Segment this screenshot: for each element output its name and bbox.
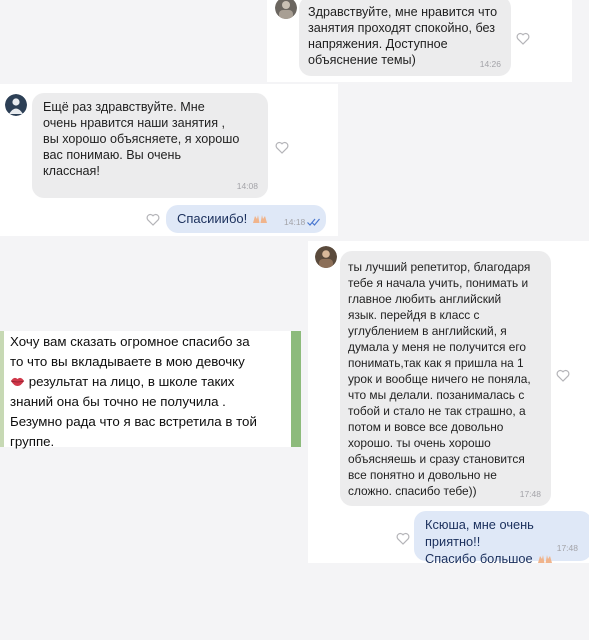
kiss-lips-icon [10, 373, 25, 384]
chat-panel-right [308, 241, 589, 566]
note-accent-stripe [0, 331, 4, 447]
message-bubble-incoming[interactable] [340, 251, 551, 506]
message-text: Здравствуйте, мне нравится что занятия проходят спокойно, без напряжения. Доступное объяснение темы) [308, 5, 498, 67]
chat-panel-middle [0, 84, 338, 236]
note-text: Хочу вам сказать огромное спасибо за то что вы вкладываете в мою девочку результат на лицо, в школе таких знаний она бы точно не получила . Безумно рада что я вас встретила в той группе. [10, 334, 257, 449]
chat-panel-top [267, 0, 572, 82]
avatar[interactable] [5, 94, 27, 116]
like-heart-icon[interactable] [556, 369, 570, 382]
read-check-icon [307, 214, 320, 230]
message-text: Ксюша, мне очень приятно!! [425, 517, 534, 549]
message-time: 17:48 [519, 489, 541, 499]
like-heart-icon[interactable] [146, 213, 160, 226]
message-time: 14:08 [236, 181, 258, 191]
like-heart-icon[interactable] [396, 532, 410, 545]
like-heart-icon[interactable] [275, 141, 289, 154]
message-bubble-incoming[interactable] [32, 93, 268, 198]
message-text: Ещё раз здравствуйте. Мне очень нравится наши занятия , вы хорошо объясняете, я хорошо вас понимаю. Вы очень классная! [43, 100, 240, 178]
message-text: Спасибо большое [425, 551, 533, 566]
message-bubble-outgoing[interactable] [414, 511, 589, 566]
avatar[interactable] [315, 246, 337, 268]
raised-hands-icon [537, 551, 553, 561]
avatar[interactable] [275, 0, 297, 19]
message-time: 14:26 [479, 59, 501, 69]
like-heart-icon[interactable] [516, 32, 530, 45]
message-bubble-incoming[interactable] [299, 0, 511, 76]
message-time: 17:48 [556, 543, 578, 553]
raised-hands-icon [252, 212, 268, 222]
message-text: Спасииибо! [177, 211, 248, 226]
message-text: ты лучший репетитор, благодаря тебе я начала учить, понимать и главное любить английский язык. перейдя в класс с углублением в английский, я думала у меня не получится его понимать,так как я пришла на 1 урок и вообще ничего не поняла, что мы делали. позанималась с тобой и стало не так страшно, а потом и вовсе все довольно хорошо. ты очень хорошо объясняешь и сразу становится все понятно и довольно не сложно. спасибо тебе)) [348, 260, 531, 498]
parent-note-card [0, 331, 301, 447]
message-time: 14:18 [284, 217, 306, 227]
message-bubble-outgoing[interactable] [166, 205, 326, 233]
